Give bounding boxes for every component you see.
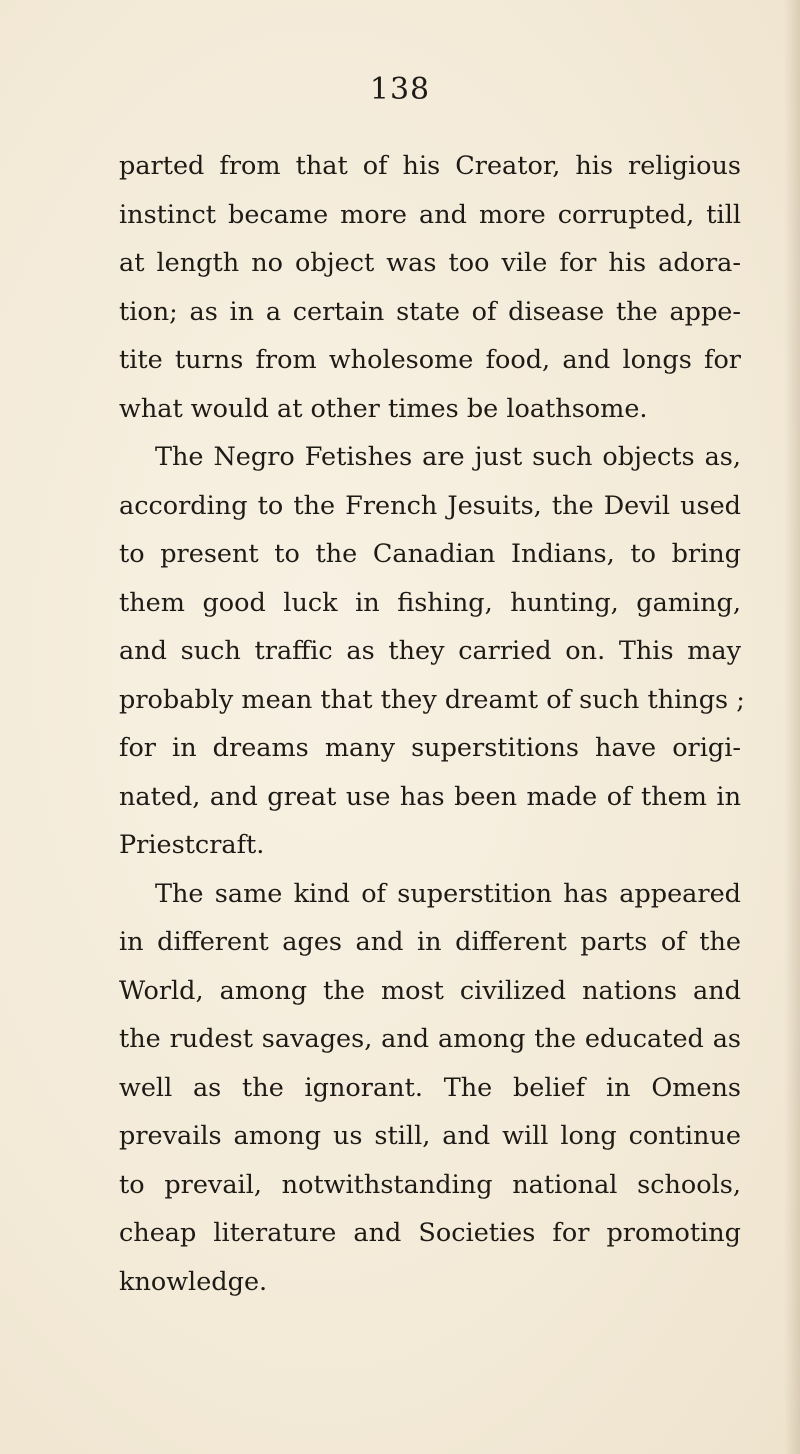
text-line: the rudest savages, and among the educated as [119, 1024, 741, 1054]
text-line: them good luck in fishing, hunting, gaming, [119, 587, 741, 618]
text-line: The same kind of superstition has appeared [155, 878, 741, 909]
text-line: nated, and great use has been made of them in [119, 781, 741, 812]
text-line: cheap literature and Societies for promoting [119, 1218, 741, 1248]
text-line: at length no object was too vile for his adora- [119, 248, 741, 278]
body-text [119, 142, 745, 1306]
text-line: prevails among us still, and will long continue [119, 1121, 741, 1151]
text-line: The Negro Fetishes are just such objects as, [155, 442, 741, 472]
text-line: to prevail, notwithstanding national schools, [119, 1169, 741, 1200]
text-line: knowledge. [119, 1266, 268, 1297]
text-line: tite turns from wholesome food, and longs for [119, 345, 741, 375]
text-line: for in dreams many superstitions have origi- [119, 733, 741, 763]
text-line: parted from that of his Creator, his religious [119, 151, 741, 181]
text-line: well as the ignorant. The belief in Omens [119, 1072, 741, 1103]
text-line: tion; as in a certain state of disease the appe- [119, 296, 741, 327]
text-line: World, among the most civilized nations and [119, 975, 741, 1006]
text-line: what would at other times be loathsome. [119, 393, 648, 424]
page-edge-shadow [784, 0, 800, 1454]
text-line: in different ages and in different parts of the [119, 927, 741, 957]
text-line: and such traffic as they carried on. This may [119, 636, 741, 666]
text-line: probably mean that they dreamt of such things ; [119, 684, 745, 715]
text-line: Priestcraft. [119, 830, 265, 860]
text-line: instinct became more and more corrupted, till [119, 199, 741, 230]
text-line: according to the French Jesuits, the Devil used [119, 490, 741, 521]
text-line: to present to the Canadian Indians, to bring [119, 539, 741, 569]
page-number: 138 [369, 72, 431, 107]
